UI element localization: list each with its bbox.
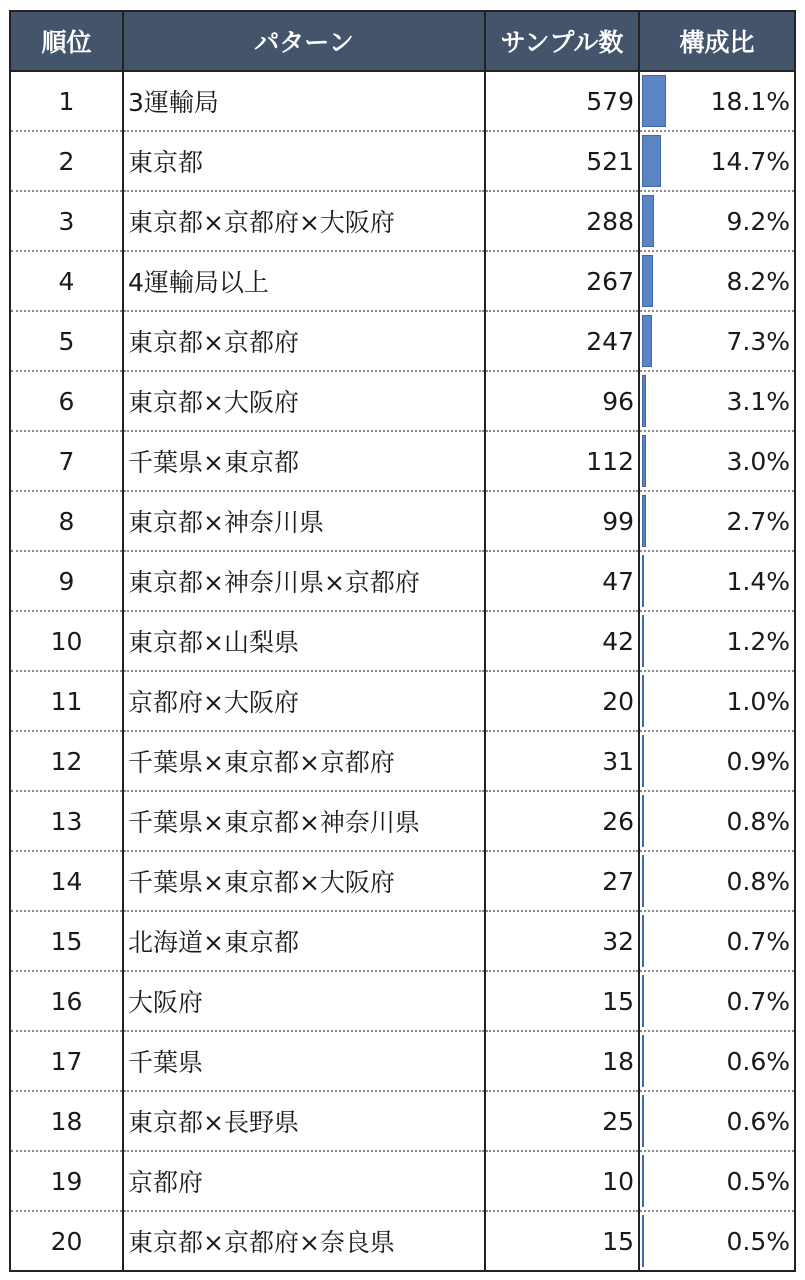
rank-cell: 12 — [10, 731, 123, 791]
rank-cell: 4 — [10, 251, 123, 311]
samples-cell: 25 — [485, 1091, 639, 1151]
rank-cell: 14 — [10, 851, 123, 911]
rank-cell: 11 — [10, 671, 123, 731]
ratio-value: 8.2% — [726, 266, 790, 296]
pattern-cell: 東京都×京都府 — [123, 311, 485, 371]
rank-cell: 2 — [10, 131, 123, 191]
ratio-value: 9.2% — [726, 206, 790, 236]
samples-cell: 579 — [485, 71, 639, 131]
ratio-bar — [642, 735, 644, 787]
samples-cell: 31 — [485, 731, 639, 791]
ratio-bar — [642, 1035, 644, 1087]
table-row — [10, 311, 795, 371]
ratio-cell — [639, 911, 795, 971]
ratio-value: 0.7% — [726, 926, 790, 956]
ratio-value: 0.5% — [726, 1166, 790, 1196]
ratio-cell — [639, 1031, 795, 1091]
ratio-cell — [639, 851, 795, 911]
ratio-value: 0.9% — [726, 746, 790, 776]
pattern-cell: 京都府 — [123, 1151, 485, 1211]
table-row — [10, 191, 795, 251]
pattern-cell: 東京都×大阪府 — [123, 371, 485, 431]
pattern-cell: 東京都×神奈川県×京都府 — [123, 551, 485, 611]
ratio-value: 0.6% — [726, 1106, 790, 1136]
table-row — [10, 431, 795, 491]
ratio-cell — [639, 551, 795, 611]
table-row — [10, 791, 795, 851]
rank-cell: 10 — [10, 611, 123, 671]
ratio-value: 1.2% — [726, 626, 790, 656]
ratio-value: 18.1% — [710, 86, 790, 116]
samples-cell: 96 — [485, 371, 639, 431]
ratio-bar — [642, 975, 644, 1027]
ratio-cell — [639, 191, 795, 251]
table-row — [10, 491, 795, 551]
ratio-cell — [639, 131, 795, 191]
pattern-cell: 北海道×東京都 — [123, 911, 485, 971]
samples-cell: 15 — [485, 971, 639, 1031]
rank-cell: 7 — [10, 431, 123, 491]
ratio-value: 0.6% — [726, 1046, 790, 1076]
ratio-value: 1.0% — [726, 686, 790, 716]
ratio-bar — [642, 195, 654, 247]
header-samples: サンプル数 — [485, 11, 639, 71]
ratio-cell — [639, 311, 795, 371]
table-row — [10, 851, 795, 911]
samples-cell: 20 — [485, 671, 639, 731]
ratio-cell — [639, 251, 795, 311]
ranking-table — [9, 10, 796, 1272]
rank-cell: 16 — [10, 971, 123, 1031]
rank-cell: 13 — [10, 791, 123, 851]
samples-cell: 521 — [485, 131, 639, 191]
ratio-cell — [639, 671, 795, 731]
rank-cell: 20 — [10, 1211, 123, 1271]
table-row — [10, 911, 795, 971]
header-rank: 順位 — [10, 11, 123, 71]
table-row — [10, 1211, 795, 1271]
header-pattern: パターン — [123, 11, 485, 71]
samples-cell: 26 — [485, 791, 639, 851]
header-ratio: 構成比 — [639, 11, 795, 71]
samples-cell: 18 — [485, 1031, 639, 1091]
samples-cell: 15 — [485, 1211, 639, 1271]
ratio-value: 7.3% — [726, 326, 790, 356]
samples-cell: 288 — [485, 191, 639, 251]
ratio-value: 1.4% — [726, 566, 790, 596]
rank-cell: 3 — [10, 191, 123, 251]
ratio-bar — [642, 255, 653, 307]
ratio-bar — [642, 375, 646, 427]
table-row — [10, 551, 795, 611]
ratio-cell — [639, 1091, 795, 1151]
samples-cell: 32 — [485, 911, 639, 971]
rank-cell: 17 — [10, 1031, 123, 1091]
ratio-cell — [639, 971, 795, 1031]
ratio-value: 2.7% — [726, 506, 790, 536]
samples-cell: 42 — [485, 611, 639, 671]
table-row — [10, 1151, 795, 1211]
rank-cell: 9 — [10, 551, 123, 611]
table-row — [10, 971, 795, 1031]
ratio-bar — [642, 795, 644, 847]
table-row — [10, 71, 795, 131]
ratio-bar — [642, 75, 666, 127]
pattern-cell: 3運輸局 — [123, 71, 485, 131]
ratio-bar — [642, 435, 646, 487]
rank-cell: 6 — [10, 371, 123, 431]
table-row — [10, 611, 795, 671]
ratio-cell — [639, 371, 795, 431]
table-row — [10, 1031, 795, 1091]
samples-cell: 112 — [485, 431, 639, 491]
ratio-cell — [639, 1211, 795, 1271]
table-row — [10, 251, 795, 311]
table-body — [10, 71, 795, 1271]
table-row — [10, 131, 795, 191]
ratio-bar — [642, 1215, 644, 1267]
rank-cell: 8 — [10, 491, 123, 551]
rank-cell: 1 — [10, 71, 123, 131]
pattern-cell: 東京都×山梨県 — [123, 611, 485, 671]
ratio-value: 0.7% — [726, 986, 790, 1016]
samples-cell: 27 — [485, 851, 639, 911]
table-row — [10, 1091, 795, 1151]
ratio-cell — [639, 731, 795, 791]
ratio-value: 0.8% — [726, 866, 790, 896]
table-row — [10, 671, 795, 731]
ratio-value: 0.8% — [726, 806, 790, 836]
ratio-bar — [642, 555, 644, 607]
samples-cell: 247 — [485, 311, 639, 371]
ratio-cell — [639, 491, 795, 551]
pattern-cell: 東京都×長野県 — [123, 1091, 485, 1151]
pattern-cell: 千葉県×東京都×神奈川県 — [123, 791, 485, 851]
ratio-value: 0.5% — [726, 1226, 790, 1256]
pattern-cell: 千葉県 — [123, 1031, 485, 1091]
ratio-bar — [642, 495, 646, 547]
pattern-cell: 東京都×神奈川県 — [123, 491, 485, 551]
pattern-cell: 東京都×京都府×奈良県 — [123, 1211, 485, 1271]
ratio-cell — [639, 791, 795, 851]
samples-cell: 99 — [485, 491, 639, 551]
rank-cell: 18 — [10, 1091, 123, 1151]
pattern-cell: 東京都×京都府×大阪府 — [123, 191, 485, 251]
ratio-value: 14.7% — [710, 146, 790, 176]
samples-cell: 47 — [485, 551, 639, 611]
samples-cell: 10 — [485, 1151, 639, 1211]
ratio-cell — [639, 431, 795, 491]
rank-cell: 5 — [10, 311, 123, 371]
pattern-cell: 千葉県×東京都 — [123, 431, 485, 491]
ratio-bar — [642, 855, 644, 907]
ratio-bar — [642, 915, 644, 967]
ratio-cell — [639, 71, 795, 131]
pattern-cell: 大阪府 — [123, 971, 485, 1031]
rank-cell: 19 — [10, 1151, 123, 1211]
ratio-cell — [639, 1151, 795, 1211]
rank-cell: 15 — [10, 911, 123, 971]
ratio-cell — [639, 611, 795, 671]
ratio-value: 3.0% — [726, 446, 790, 476]
ratio-bar — [642, 315, 652, 367]
header-row — [10, 11, 795, 71]
samples-cell: 267 — [485, 251, 639, 311]
ratio-bar — [642, 135, 661, 187]
table-row — [10, 371, 795, 431]
ratio-bar — [642, 615, 644, 667]
ratio-bar — [642, 675, 644, 727]
table-row — [10, 731, 795, 791]
ratio-bar — [642, 1155, 644, 1207]
pattern-cell: 千葉県×東京都×京都府 — [123, 731, 485, 791]
pattern-cell: 千葉県×東京都×大阪府 — [123, 851, 485, 911]
pattern-cell: 京都府×大阪府 — [123, 671, 485, 731]
pattern-cell: 4運輸局以上 — [123, 251, 485, 311]
ratio-value: 3.1% — [726, 386, 790, 416]
ratio-bar — [642, 1095, 644, 1147]
pattern-cell: 東京都 — [123, 131, 485, 191]
